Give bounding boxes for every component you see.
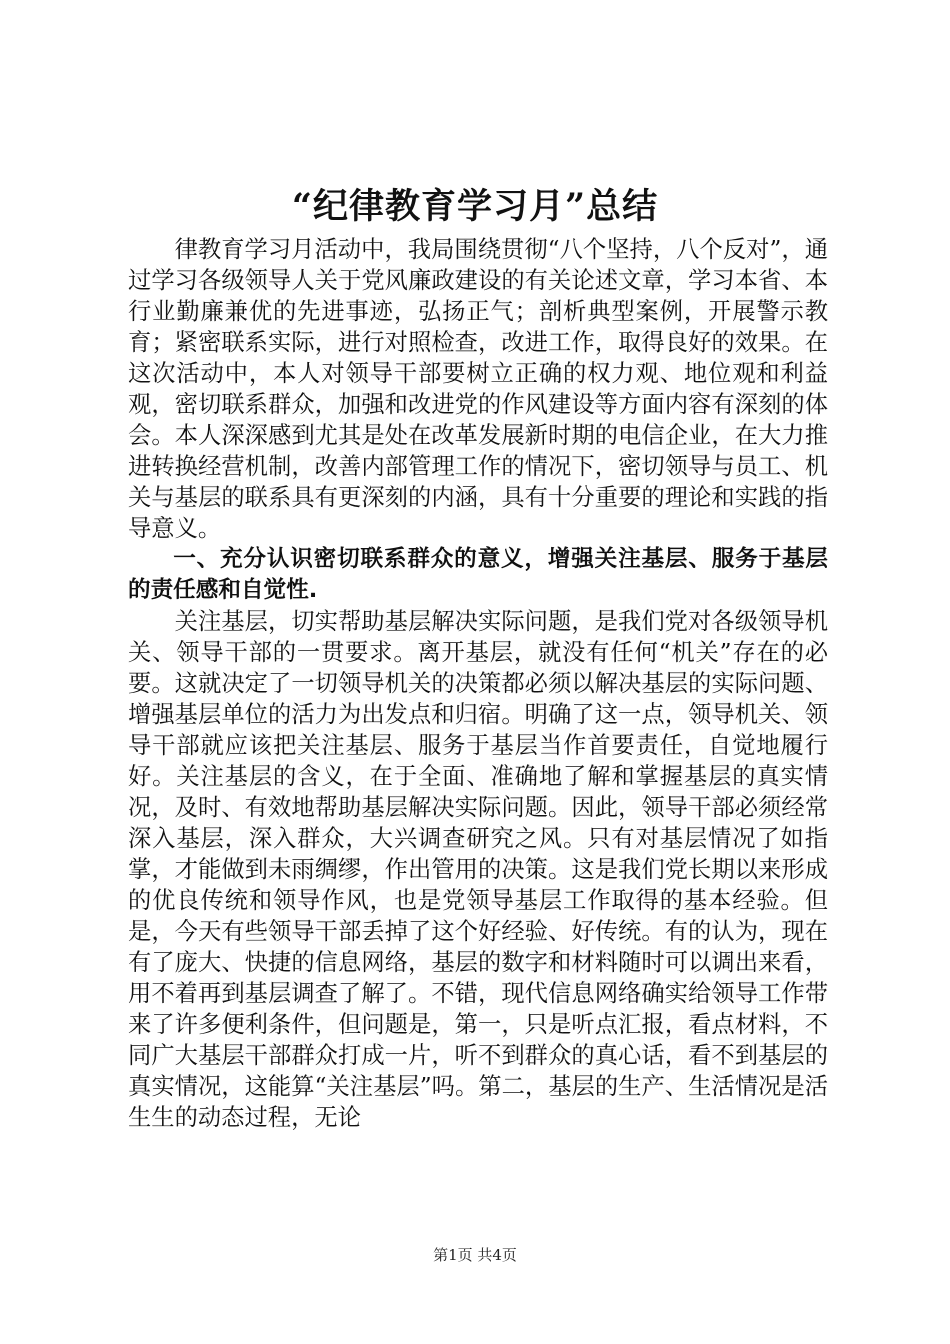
intro-paragraph: 律教育学习月活动中，我局围绕贯彻“八个坚持，八个反对”，通过学习各级领导人关于党风廉政建设的有关论述文章，学习本省、本行业勤廉兼优的先进事迹，弘扬正气；剖析典型案例，开展警示教育；紧密联系实际，进行对照检查，改进工作，取得良好的效果。在这次活动中，本人对领导干部要树立正确的权力观、地位观和利益观，密切联系群众，加强和改进党的作风建设等方面内容有深刻的体会。本人深深感到尤其是处在改革发展新时期的电信企业，在大力推进转换经营机制，改善内部管理工作的情况下，密切领导与员工、机关与基层的联系具有更深刻的内涵，具有十分重要的理论和实践的指导意义。 [128, 236, 828, 542]
page-number-footer: 第1页 共4页 [433, 1246, 517, 1264]
document-title: “纪律教育学习月”总结 [291, 186, 659, 227]
body-paragraph: 关注基层，切实帮助基层解决实际问题，是我们党对各级领导机关、领导干部的一贯要求。离开基层，就没有任何“机关”存在的必要。这就决定了一切领导机关的决策都必须以解决基层的实际问题、增强基层单位的活力为出发点和归宿。明确了这一点，领导机关、领导干部就应该把关注基层、服务于基层当作首要责任，自觉地履行好。关注基层的含义，在于全面、准确地了解和掌握基层的真实情况，及时、有效地帮助基层解决实际问题。因此，领导干部必须经常深入基层，深入群众，大兴调查研究之风。只有对基层情况了如指掌，才能做到未雨绸缪，作出管用的决策。这是我们党长期以来形成的优良传统和领导作风，也是党领导基层工作取得的基本经验。但是，今天有些领导干部丢掉了这个好经验、好传统。有的认为，现在有了庞大、快捷的信息网络，基层的数字和材料随时可以调出来看，用不着再到基层调查了解了。不错，现代信息网络确实给领导工作带来了许多便利条件，但问题是，第一，只是听点汇报，看点材料，不同广大基层干部群众打成一片，听不到群众的真心话，看不到基层的真实情况，这能算“关注基层”吗。第二，基层的生产、生活情况是活生生的动态过程，无论 [128, 608, 828, 1131]
section-heading: 一、充分认识密切联系群众的意义，增强关注基层、服务于基层的责任感和自觉性. [128, 546, 828, 603]
document-body [128, 234, 828, 1133]
